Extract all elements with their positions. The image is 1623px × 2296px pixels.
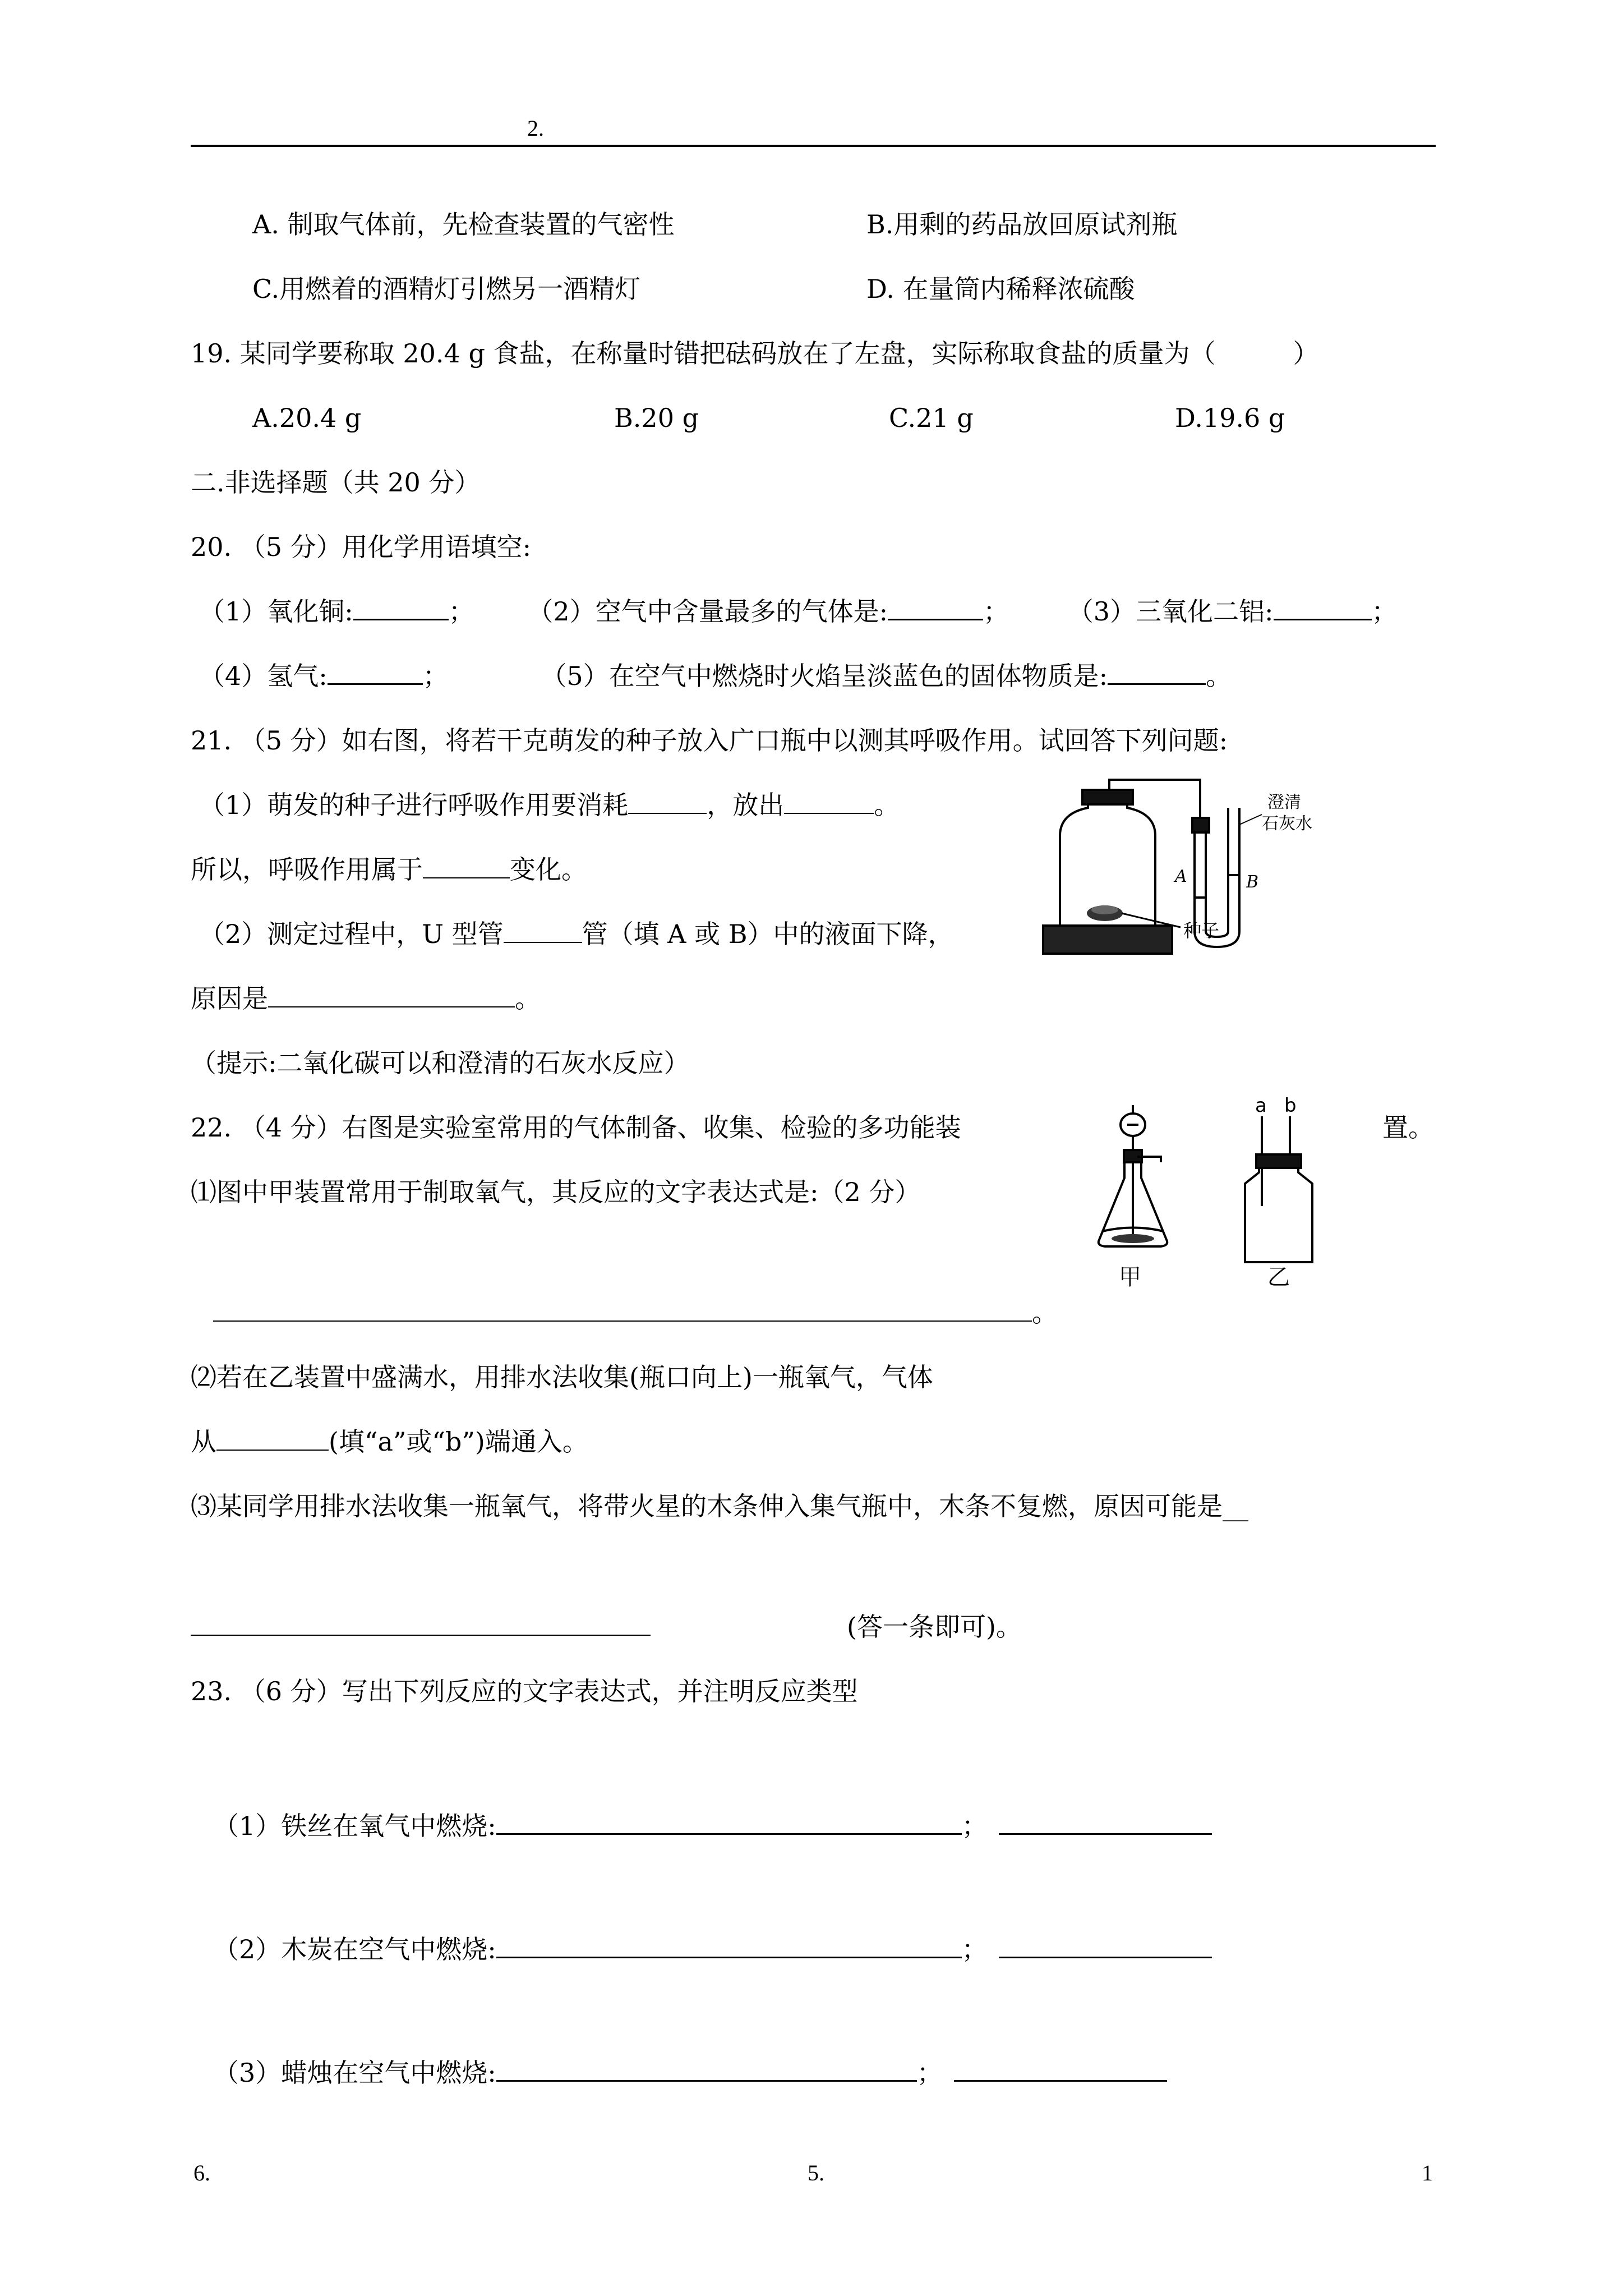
- separator: ；: [422, 661, 449, 691]
- period: 。: [1032, 1297, 1058, 1328]
- q23-stem: 23. （6 分）写出下列反应的文字表达式，并注明反应类型: [191, 1676, 858, 1706]
- q23-reaction-1: [213, 1809, 1212, 1843]
- q20-part1-label: （1）氧化铜:: [199, 596, 353, 627]
- limewater-label-1: 澄清: [1267, 793, 1301, 812]
- separator: ；: [448, 596, 474, 627]
- q21-blank-consume[interactable]: [628, 790, 707, 814]
- period: 。: [1206, 661, 1232, 691]
- q22-stem-b: 置。: [1382, 1112, 1434, 1143]
- q21-blank-release[interactable]: [784, 790, 874, 814]
- q20-part4-label: （4）氢气:: [199, 661, 328, 691]
- q20-line2: [199, 659, 1232, 693]
- q19-option-c: C.21 g: [889, 403, 974, 433]
- tube-a-label: A: [1175, 867, 1187, 886]
- q18-option-a: A. 制取气体前，先检查装置的气密性: [252, 209, 675, 240]
- q22-part3-answer: [191, 1610, 651, 1644]
- yi-label: 乙: [1267, 1264, 1290, 1290]
- q19-option-a: A.20.4 g: [252, 403, 362, 433]
- tube-b-label: B: [1246, 872, 1259, 892]
- q22-part3-end: (答一条即可)。: [847, 1612, 1022, 1642]
- q19-option-d: D.19.6 g: [1175, 403, 1285, 433]
- q22-blank-equation[interactable]: [213, 1298, 1032, 1322]
- separator: ；: [916, 2058, 943, 2088]
- q21-hint: （提示:二氧化碳可以和澄清的石灰水反应）: [191, 1048, 690, 1078]
- q20-blank-4[interactable]: [328, 661, 423, 685]
- limewater-label-2: 石灰水: [1262, 814, 1312, 834]
- q23-blank-3a[interactable]: [496, 2058, 917, 2082]
- q21-blank-reason[interactable]: [268, 984, 515, 1007]
- q21-text: 。: [874, 790, 900, 820]
- q23-blank-2b[interactable]: [999, 1934, 1212, 1958]
- jia-label: 甲: [1119, 1264, 1141, 1290]
- q22-part1: ⑴图中甲装置常用于制取氧气，其反应的文字表达式是:（2 分）: [191, 1177, 921, 1207]
- q22-part3: ⑶某同学用排水法收集一瓶氧气，将带火星的木条伸入集气瓶中，木条不复燃，原因可能是__: [191, 1491, 1248, 1521]
- q23-label: （1）铁丝在氧气中燃烧:: [213, 1811, 496, 1841]
- q23-label: （3）蜡烛在空气中燃烧:: [213, 2058, 496, 2088]
- q21-line1: [199, 788, 900, 822]
- q22-part1-answer: [213, 1296, 1058, 1329]
- q20-blank-1[interactable]: [353, 596, 449, 620]
- footer-left: 6.: [193, 2160, 210, 2185]
- q20-part2-label: （2）空气中含量最多的气体是:: [527, 596, 888, 627]
- q23-blank-1a[interactable]: [496, 1811, 962, 1835]
- separator: ；: [961, 1811, 988, 1841]
- separator: ；: [1371, 596, 1398, 627]
- q20-part5-label: （5）在空气中燃烧时火焰呈淡蓝色的固体物质是:: [541, 661, 1108, 691]
- header-page-mark: 2.: [527, 116, 544, 141]
- q22-text: 从: [191, 1427, 216, 1457]
- q21-blank-change[interactable]: [423, 855, 510, 878]
- separator: ；: [961, 1934, 988, 1964]
- q22-blank-inlet[interactable]: [216, 1427, 329, 1451]
- q23-blank-3b[interactable]: [954, 2058, 1167, 2082]
- q18-option-c: C.用燃着的酒精灯引燃另一酒精灯: [252, 274, 641, 304]
- q19-option-b: B.20 g: [614, 403, 699, 433]
- q21-text: （2）测定过程中，U 型管: [199, 919, 504, 949]
- footer-right: 1: [1422, 2160, 1433, 2185]
- q20-part3-label: （3）三氧化二铝:: [1067, 596, 1274, 627]
- seed-label: 种子: [1183, 920, 1220, 941]
- q21-stem: 21. （5 分）如右图，将若干克萌发的种子放入广口瓶中以测其呼吸作用。试回答下列问题:: [191, 725, 1228, 756]
- q20-line1: [199, 595, 1398, 628]
- q20-blank-5[interactable]: [1108, 661, 1206, 685]
- q20-blank-3[interactable]: [1274, 596, 1372, 620]
- header-rule: [191, 145, 1436, 147]
- q19-stem: 19. 某同学要称取 20.4 g 食盐，在称量时错把砝码放在了左盘，实际称取食盐的质量为（ ）: [191, 338, 1319, 369]
- q22-part2-b: [191, 1425, 588, 1458]
- q22-text: (填“a”或“b”)端通入。: [329, 1427, 588, 1457]
- q23-blank-2a[interactable]: [496, 1934, 962, 1958]
- port-b-label: b: [1284, 1094, 1297, 1117]
- separator: ；: [983, 596, 1009, 627]
- q20-stem: 20. （5 分）用化学用语填空:: [191, 532, 532, 562]
- q23-blank-1b[interactable]: [999, 1811, 1212, 1835]
- q21-text: 所以，呼吸作用属于: [191, 854, 423, 885]
- q23-label: （2）木炭在空气中燃烧:: [213, 1934, 496, 1964]
- q22-part2-a: ⑵若在乙装置中盛满水，用排水法收集(瓶口向上)一瓶氧气，气体: [191, 1362, 933, 1392]
- q20-blank-2[interactable]: [888, 596, 983, 620]
- q21-text: 。: [515, 983, 541, 1014]
- q21-text: 管（填 A 或 B）中的液面下降，: [582, 919, 954, 949]
- q21-line2: [191, 853, 587, 886]
- q21-text: 原因是: [191, 983, 268, 1014]
- footer-center: 5.: [808, 2160, 824, 2185]
- q21-text: （1）萌发的种子进行呼吸作用要消耗: [199, 790, 629, 820]
- q23-reaction-2: [213, 1932, 1212, 1966]
- q18-option-d: D. 在量筒内稀释浓硫酸: [866, 274, 1135, 304]
- q22-blank-reason[interactable]: [191, 1612, 651, 1636]
- q23-reaction-3: [213, 2056, 1167, 2090]
- q21-line4: [191, 982, 541, 1015]
- q18-option-b: B.用剩的药品放回原试剂瓶: [866, 209, 1178, 240]
- q21-text: ，放出: [707, 790, 785, 820]
- q21-line3: [199, 917, 954, 951]
- q22-stem-a: 22. （4 分）右图是实验室常用的气体制备、收集、检验的多功能装: [191, 1112, 961, 1143]
- section-title: 二.非选择题（共 20 分）: [191, 467, 481, 498]
- q21-blank-tube[interactable]: [504, 919, 582, 943]
- respiration-apparatus-figure: [1038, 769, 1464, 965]
- gas-apparatus-figure: [1077, 1094, 1391, 1329]
- port-a-label: a: [1255, 1094, 1267, 1117]
- q21-text: 变化。: [510, 854, 587, 885]
